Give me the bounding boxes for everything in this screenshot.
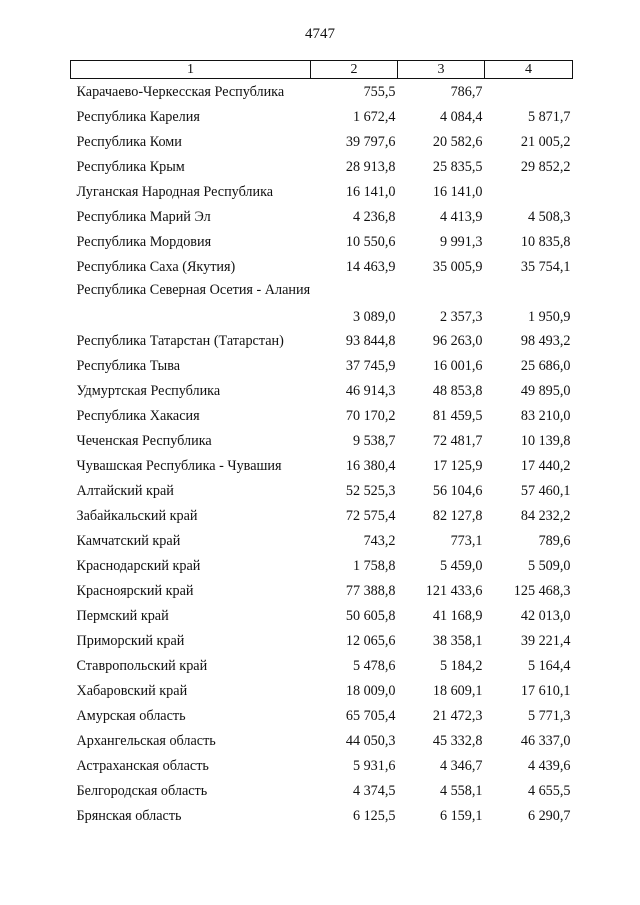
region-name-cell: Республика Карелия — [76, 108, 200, 125]
table-row — [71, 553, 573, 578]
value-cell-col2: 52 525,3 — [345, 482, 396, 499]
value-cell-col2: 6 125,5 — [352, 807, 396, 824]
value-cell-col3: 56 104,6 — [432, 482, 483, 499]
table-row — [71, 403, 573, 428]
region-name-cell: Республика Северная Осетия - Алания — [76, 282, 311, 298]
table-row — [71, 229, 573, 254]
value-cell-col2: 1 672,4 — [352, 108, 396, 125]
value-cell-col2: 16 380,4 — [345, 457, 396, 474]
value-cell-col2: 65 705,4 — [345, 707, 396, 724]
value-cell-col3: 6 159,1 — [439, 807, 483, 824]
table-row — [71, 803, 573, 828]
value-cell-col3: 773,1 — [450, 532, 483, 549]
table-body — [71, 79, 573, 829]
region-name-cell: Камчатский край — [76, 532, 181, 549]
value-cell-col3: 41 168,9 — [432, 607, 483, 624]
region-name-cell: Хабаровский край — [76, 682, 188, 699]
table-row — [71, 279, 573, 328]
table-row — [71, 328, 573, 353]
value-cell-col4: 39 221,4 — [520, 632, 571, 649]
table-row — [71, 703, 573, 728]
region-name-cell: Приморский край — [76, 632, 185, 649]
value-cell-col3: 5 459,0 — [439, 557, 483, 574]
value-cell-col4 — [485, 79, 573, 105]
value-cell-col4: 5 871,7 — [527, 108, 571, 125]
value-cell-col3: 786,7 — [450, 83, 483, 100]
table-row — [71, 503, 573, 528]
value-cell-col4: 29 852,2 — [520, 158, 571, 175]
column-header-2: 2 — [311, 61, 398, 79]
value-cell-col4: 10 139,8 — [520, 432, 571, 449]
value-cell-col3: 45 332,8 — [432, 732, 483, 749]
table-row — [71, 603, 573, 628]
region-name-cell: Ставропольский край — [76, 657, 208, 674]
table-row — [71, 528, 573, 553]
value-cell-col2: 14 463,9 — [345, 258, 396, 275]
table-row — [71, 778, 573, 803]
value-cell-col4: 25 686,0 — [520, 357, 571, 374]
value-cell-col2: 70 170,2 — [345, 407, 396, 424]
table-row — [71, 353, 573, 378]
value-cell-col3: 5 184,2 — [439, 657, 483, 674]
table-row — [71, 179, 573, 204]
region-name-cell: Белгородская область — [76, 782, 208, 799]
value-cell-col3: 96 263,0 — [432, 332, 483, 349]
region-name-cell: Республика Крым — [76, 158, 185, 175]
value-cell-col3: 20 582,6 — [432, 133, 483, 150]
value-cell-col2: 9 538,7 — [352, 432, 396, 449]
data-table — [70, 60, 573, 828]
value-cell-col3: 17 125,9 — [432, 457, 483, 474]
table-row — [71, 678, 573, 703]
table-row — [71, 129, 573, 154]
value-cell-col4: 6 290,7 — [527, 807, 571, 824]
region-name-cell: Луганская Народная Республика — [76, 183, 274, 200]
value-cell-col4: 21 005,2 — [520, 133, 571, 150]
value-cell-col2: 755,5 — [363, 83, 396, 100]
region-name-cell: Карачаево-Черкесская Республика — [76, 83, 285, 100]
table-row — [71, 428, 573, 453]
value-cell-col3: 82 127,8 — [432, 507, 483, 524]
value-cell-col4: 35 754,1 — [520, 258, 571, 275]
column-header-1: 1 — [71, 61, 311, 79]
value-cell-col2: 93 844,8 — [345, 332, 396, 349]
region-name-cell: Краснодарский край — [76, 557, 201, 574]
table-row — [71, 753, 573, 778]
value-cell-col3: 25 835,5 — [432, 158, 483, 175]
value-cell-col4: 5 164,4 — [527, 657, 571, 674]
region-name-cell: Пермский край — [76, 607, 169, 624]
value-cell-col4: 5 509,0 — [527, 557, 571, 574]
table-row — [71, 204, 573, 229]
value-cell-col2: 5 478,6 — [352, 657, 396, 674]
value-cell-col3: 72 481,7 — [432, 432, 483, 449]
value-cell-col4: 57 460,1 — [520, 482, 571, 499]
value-cell-col2: 5 931,6 — [352, 757, 396, 774]
value-cell-col4: 1 950,9 — [527, 309, 571, 325]
column-header-3: 3 — [398, 61, 485, 79]
value-cell-col3: 81 459,5 — [432, 407, 483, 424]
value-cell-col2: 12 065,6 — [345, 632, 396, 649]
table-row — [71, 578, 573, 603]
value-cell-col2: 72 575,4 — [345, 507, 396, 524]
header-row — [71, 61, 573, 79]
value-cell-col2: 1 758,8 — [352, 557, 396, 574]
table-row — [71, 79, 573, 105]
value-cell-col3: 9 991,3 — [439, 233, 483, 250]
region-name-cell: Брянская область — [76, 807, 182, 824]
table-row — [71, 254, 573, 279]
value-cell-col4: 83 210,0 — [520, 407, 571, 424]
page-number: 4747 — [305, 26, 335, 42]
value-cell-col4: 46 337,0 — [520, 732, 571, 749]
value-cell-col3: 48 853,8 — [432, 382, 483, 399]
table-row — [71, 628, 573, 653]
value-cell-col2: 16 141,0 — [345, 183, 396, 200]
table-row — [71, 653, 573, 678]
value-cell-col3: 38 358,1 — [432, 632, 483, 649]
table-row — [71, 378, 573, 403]
value-cell-col4: 4 508,3 — [527, 208, 571, 225]
value-cell-col2: 28 913,8 — [345, 158, 396, 175]
value-cell-col4: 4 655,5 — [527, 782, 571, 799]
value-cell-col2: 18 009,0 — [345, 682, 396, 699]
value-cell-col4: 49 895,0 — [520, 382, 571, 399]
value-cell-col3: 4 558,1 — [439, 782, 483, 799]
table-header — [71, 61, 573, 79]
value-cell-col2: 10 550,6 — [345, 233, 396, 250]
value-cell-col4: 42 013,0 — [520, 607, 571, 624]
value-cell-col4: 84 232,2 — [520, 507, 571, 524]
value-cell-col3: 4 084,4 — [439, 108, 483, 125]
region-name-cell: Республика Марий Эл — [76, 208, 211, 225]
value-cell-col4: 17 610,1 — [520, 682, 571, 699]
value-cell-col4 — [485, 179, 573, 204]
region-name-cell: Республика Коми — [76, 133, 182, 150]
value-cell-col3: 4 346,7 — [439, 757, 483, 774]
value-cell-col3: 21 472,3 — [432, 707, 483, 724]
value-cell-col3: 35 005,9 — [432, 258, 483, 275]
value-cell-col2: 37 745,9 — [345, 357, 396, 374]
region-name-cell: Архангельская область — [76, 732, 216, 749]
value-cell-col4: 98 493,2 — [520, 332, 571, 349]
value-cell-col2: 39 797,6 — [345, 133, 396, 150]
value-cell-col2: 3 089,0 — [352, 309, 396, 325]
value-cell-col2: 46 914,3 — [345, 382, 396, 399]
value-cell-col2: 743,2 — [363, 532, 396, 549]
value-cell-col3: 16 001,6 — [432, 357, 483, 374]
table-row — [71, 453, 573, 478]
value-cell-col2: 44 050,3 — [345, 732, 396, 749]
value-cell-col4: 10 835,8 — [520, 233, 571, 250]
value-cell-col2: 4 374,5 — [352, 782, 396, 799]
value-cell-col4: 5 771,3 — [527, 707, 571, 724]
value-cell-col2: 77 388,8 — [345, 582, 396, 599]
value-cell-col3: 121 433,6 — [425, 582, 483, 599]
region-name-cell: Удмуртская Республика — [76, 382, 221, 399]
table-row — [71, 154, 573, 179]
value-cell-col3: 16 141,0 — [432, 183, 483, 200]
region-name-cell: Республика Хакасия — [76, 407, 200, 424]
table-row — [71, 478, 573, 503]
region-name-cell: Красноярский край — [76, 582, 194, 599]
region-name-cell: Республика Тыва — [76, 357, 181, 374]
region-name-cell: Забайкальский край — [76, 507, 198, 524]
region-name-cell: Чувашская Республика - Чувашия — [76, 457, 282, 474]
value-cell-col3: 4 413,9 — [439, 208, 483, 225]
table-row — [71, 104, 573, 129]
region-name-cell: Республика Татарстан (Татарстан) — [76, 332, 284, 349]
value-cell-col3: 2 357,3 — [439, 309, 483, 325]
value-cell-col2: 4 236,8 — [352, 208, 396, 225]
region-name-cell: Алтайский край — [76, 482, 174, 499]
value-cell-col4: 125 468,3 — [513, 582, 571, 599]
value-cell-col4: 789,6 — [538, 532, 571, 549]
table-row — [71, 728, 573, 753]
region-name-cell: Республика Саха (Якутия) — [76, 258, 236, 275]
region-name-cell: Республика Мордовия — [76, 233, 212, 250]
value-cell-col2: 50 605,8 — [345, 607, 396, 624]
region-name-cell: Чеченская Республика — [76, 432, 212, 449]
column-header-4: 4 — [485, 61, 573, 79]
value-cell-col4: 4 439,6 — [527, 757, 571, 774]
value-cell-col3: 18 609,1 — [432, 682, 483, 699]
value-cell-col4: 17 440,2 — [520, 457, 571, 474]
region-name-cell: Амурская область — [76, 707, 186, 724]
region-name-cell: Астраханская область — [76, 757, 209, 774]
data-table-container — [70, 60, 572, 828]
